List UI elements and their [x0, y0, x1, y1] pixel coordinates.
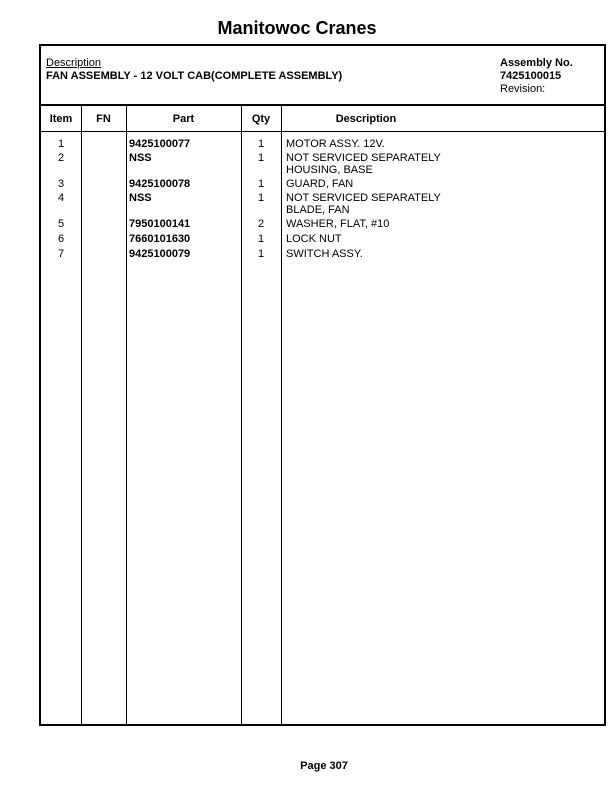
column-header-part: Part	[172, 113, 195, 125]
row-description-line: NOT SERVICED SEPARATELY	[286, 152, 441, 164]
row-item: 7	[57, 248, 65, 260]
row-description	[286, 138, 586, 150]
row-item: 2	[57, 152, 65, 164]
row-item: 4	[57, 192, 65, 204]
row-description-line: LOCK NUT	[286, 233, 342, 245]
row-description	[286, 152, 586, 176]
row-part: 7660101630	[129, 233, 191, 245]
row-description-line: GUARD, FAN	[286, 178, 354, 190]
row-item: 6	[57, 233, 65, 245]
row-qty: 1	[257, 152, 265, 164]
row-part: NSS	[129, 152, 152, 164]
row-description-line: BLADE, FAN	[286, 204, 350, 216]
row-part: 9425100078	[129, 178, 191, 190]
assembly-number-value: 7425100015	[500, 70, 562, 82]
row-item: 3	[57, 178, 65, 190]
column-divider	[126, 106, 127, 724]
row-description	[286, 218, 586, 230]
column-divider	[81, 106, 82, 724]
column-divider	[281, 106, 282, 724]
row-qty: 2	[257, 218, 265, 230]
row-description-line: NOT SERVICED SEPARATELY	[286, 192, 441, 204]
row-part: 9425100079	[129, 248, 191, 260]
row-description	[286, 192, 586, 216]
column-header-description: Description	[335, 113, 397, 125]
description-value: FAN ASSEMBLY - 12 VOLT CAB(COMPLETE ASSEMBLY)	[46, 70, 343, 82]
row-part: NSS	[129, 192, 152, 204]
page-title: Manitowoc Cranes	[217, 18, 377, 38]
row-description-line: HOUSING, BASE	[286, 164, 373, 176]
row-description	[286, 178, 586, 190]
row-item: 1	[57, 138, 65, 150]
row-part: 9425100077	[129, 138, 191, 150]
description-label: Description	[46, 57, 102, 69]
row-part: 7950100141	[129, 218, 191, 230]
row-qty: 1	[257, 178, 265, 190]
column-header-item: Item	[49, 113, 73, 125]
assembly-number-label: Assembly No.	[500, 57, 573, 69]
row-description	[286, 233, 586, 245]
row-description-line: WASHER, FLAT, #10	[286, 218, 390, 230]
assembly-header	[41, 46, 604, 106]
row-item: 5	[57, 218, 65, 230]
parts-list-frame	[39, 44, 606, 726]
row-qty: 1	[257, 192, 265, 204]
page-number: Page 307	[300, 760, 348, 772]
row-description-line: MOTOR ASSY. 12V.	[286, 138, 385, 150]
row-qty: 1	[257, 233, 265, 245]
revision-label: Revision:	[500, 83, 546, 95]
column-header-qty: Qty	[251, 113, 271, 125]
column-header-fn: FN	[96, 113, 111, 125]
row-qty: 1	[257, 248, 265, 260]
row-qty: 1	[257, 138, 265, 150]
row-description	[286, 248, 586, 260]
row-description-line: SWITCH ASSY.	[286, 248, 363, 260]
